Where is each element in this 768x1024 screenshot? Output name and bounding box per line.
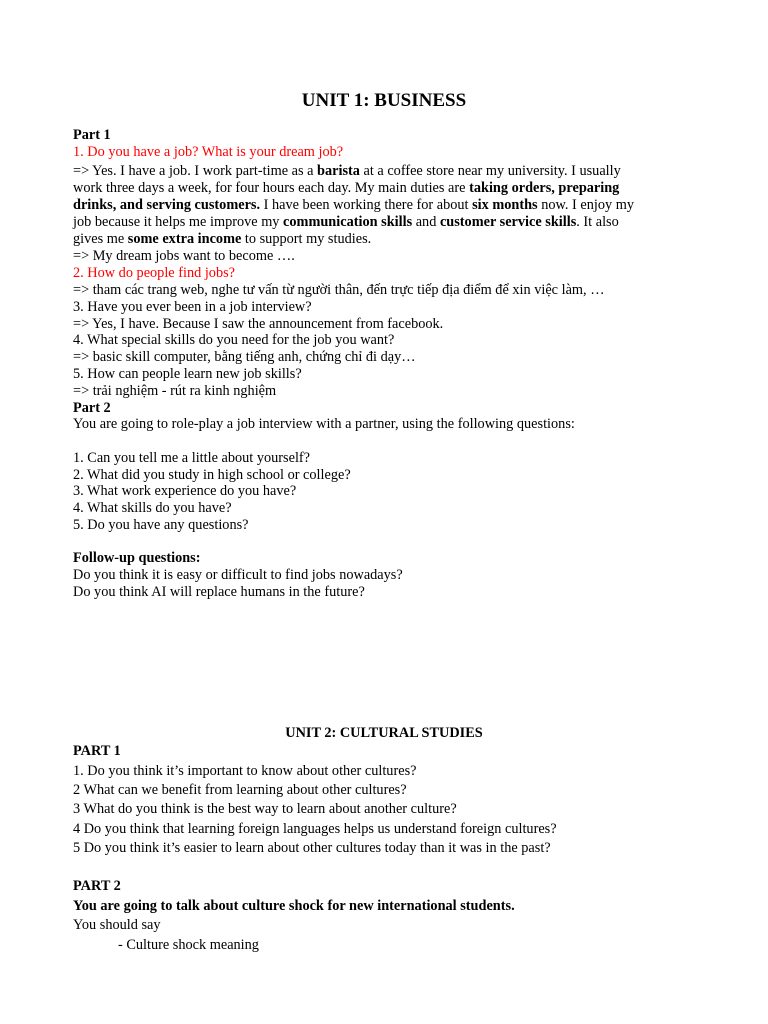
you-should-say: You should say [73,917,161,933]
followup-question: Do you think AI will replace humans in the future? [73,584,365,600]
unit2-part1-question: 5 Do you think it’s easier to learn about other cultures today than it was in the past? [73,840,551,856]
bullet-culture-shock-meaning: - Culture shock meaning [118,937,259,953]
unit1-answer-5: => trải nghiệm - rút ra kinh nghiệm [73,383,277,399]
unit2-part1-question: 4 Do you think that learning foreign languages helps us understand foreign cultures? [73,821,557,837]
unit1-answer-2: => tham các trang web, nghe tư vấn từ người thân, đến trực tiếp địa điểm để xin việc làm, … [73,282,605,298]
unit1-part2-question: 4. What skills do you have? [73,500,232,516]
unit1-answer-4: => basic skill computer, bằng tiếng anh, chứng chỉ đi dạy… [73,349,416,365]
unit1-answer-1-line-3: drinks, and serving customers. I have been working there for about six months now. I enjoy my [73,197,634,213]
unit1-answer-1-line-4: job because it helps me improve my communication skills and customer service skills. It also [73,214,619,230]
unit1-part2-heading: Part 2 [73,400,111,416]
unit1-answer-1-line-2: work three days a week, for four hours each day. My main duties are taking orders, preparing [73,180,620,196]
unit2-part1-question: 1. Do you think it’s important to know about other cultures? [73,763,417,779]
unit1-part2-question: 1. Can you tell me a little about yourself? [73,450,311,466]
unit1-answer-1-line-1: => Yes. I have a job. I work part-time as a barista at a coffee store near my university. I usually [73,163,621,179]
unit1-part1-heading: Part 1 [73,127,111,143]
unit2-part1-question: 2 What can we benefit from learning about other cultures? [73,782,407,798]
unit1-question-1: 1. Do you have a job? What is your dream job? [73,144,344,160]
followup-question: Do you think it is easy or difficult to find jobs nowadays? [73,567,403,583]
unit1-part2-question: 3. What work experience do you have? [73,483,297,499]
unit2-part1-question: 3 What do you think is the best way to learn about another culture? [73,801,457,817]
unit2-part1-heading: PART 1 [73,743,121,759]
unit1-part2-intro: You are going to role-play a job interview with a partner, using the following questions: [73,416,575,432]
unit1-question-3: 3. Have you ever been in a job interview? [73,299,312,315]
unit1-question-2: 2. How do people find jobs? [73,265,236,281]
unit1-title: UNIT 1: BUSINESS [301,90,467,111]
unit1-answer-3: => Yes, I have. Because I saw the announcement from facebook. [73,316,444,332]
unit2-title: UNIT 2: CULTURAL STUDIES [285,725,483,741]
unit1-answer-1-line-6: => My dream jobs want to become …. [73,248,295,264]
unit1-part2-question: 2. What did you study in high school or college? [73,467,351,483]
unit1-question-5: 5. How can people learn new job skills? [73,366,302,382]
unit2-part2-task: You are going to talk about culture shock for new international students. [73,898,515,914]
unit2-part2-heading: PART 2 [73,878,121,894]
unit1-question-4: 4. What special skills do you need for the job you want? [73,332,395,348]
unit1-answer-1-line-5: gives me some extra income to support my studies. [73,231,372,247]
followup-heading: Follow-up questions: [73,550,201,566]
unit1-part2-question: 5. Do you have any questions? [73,517,249,533]
